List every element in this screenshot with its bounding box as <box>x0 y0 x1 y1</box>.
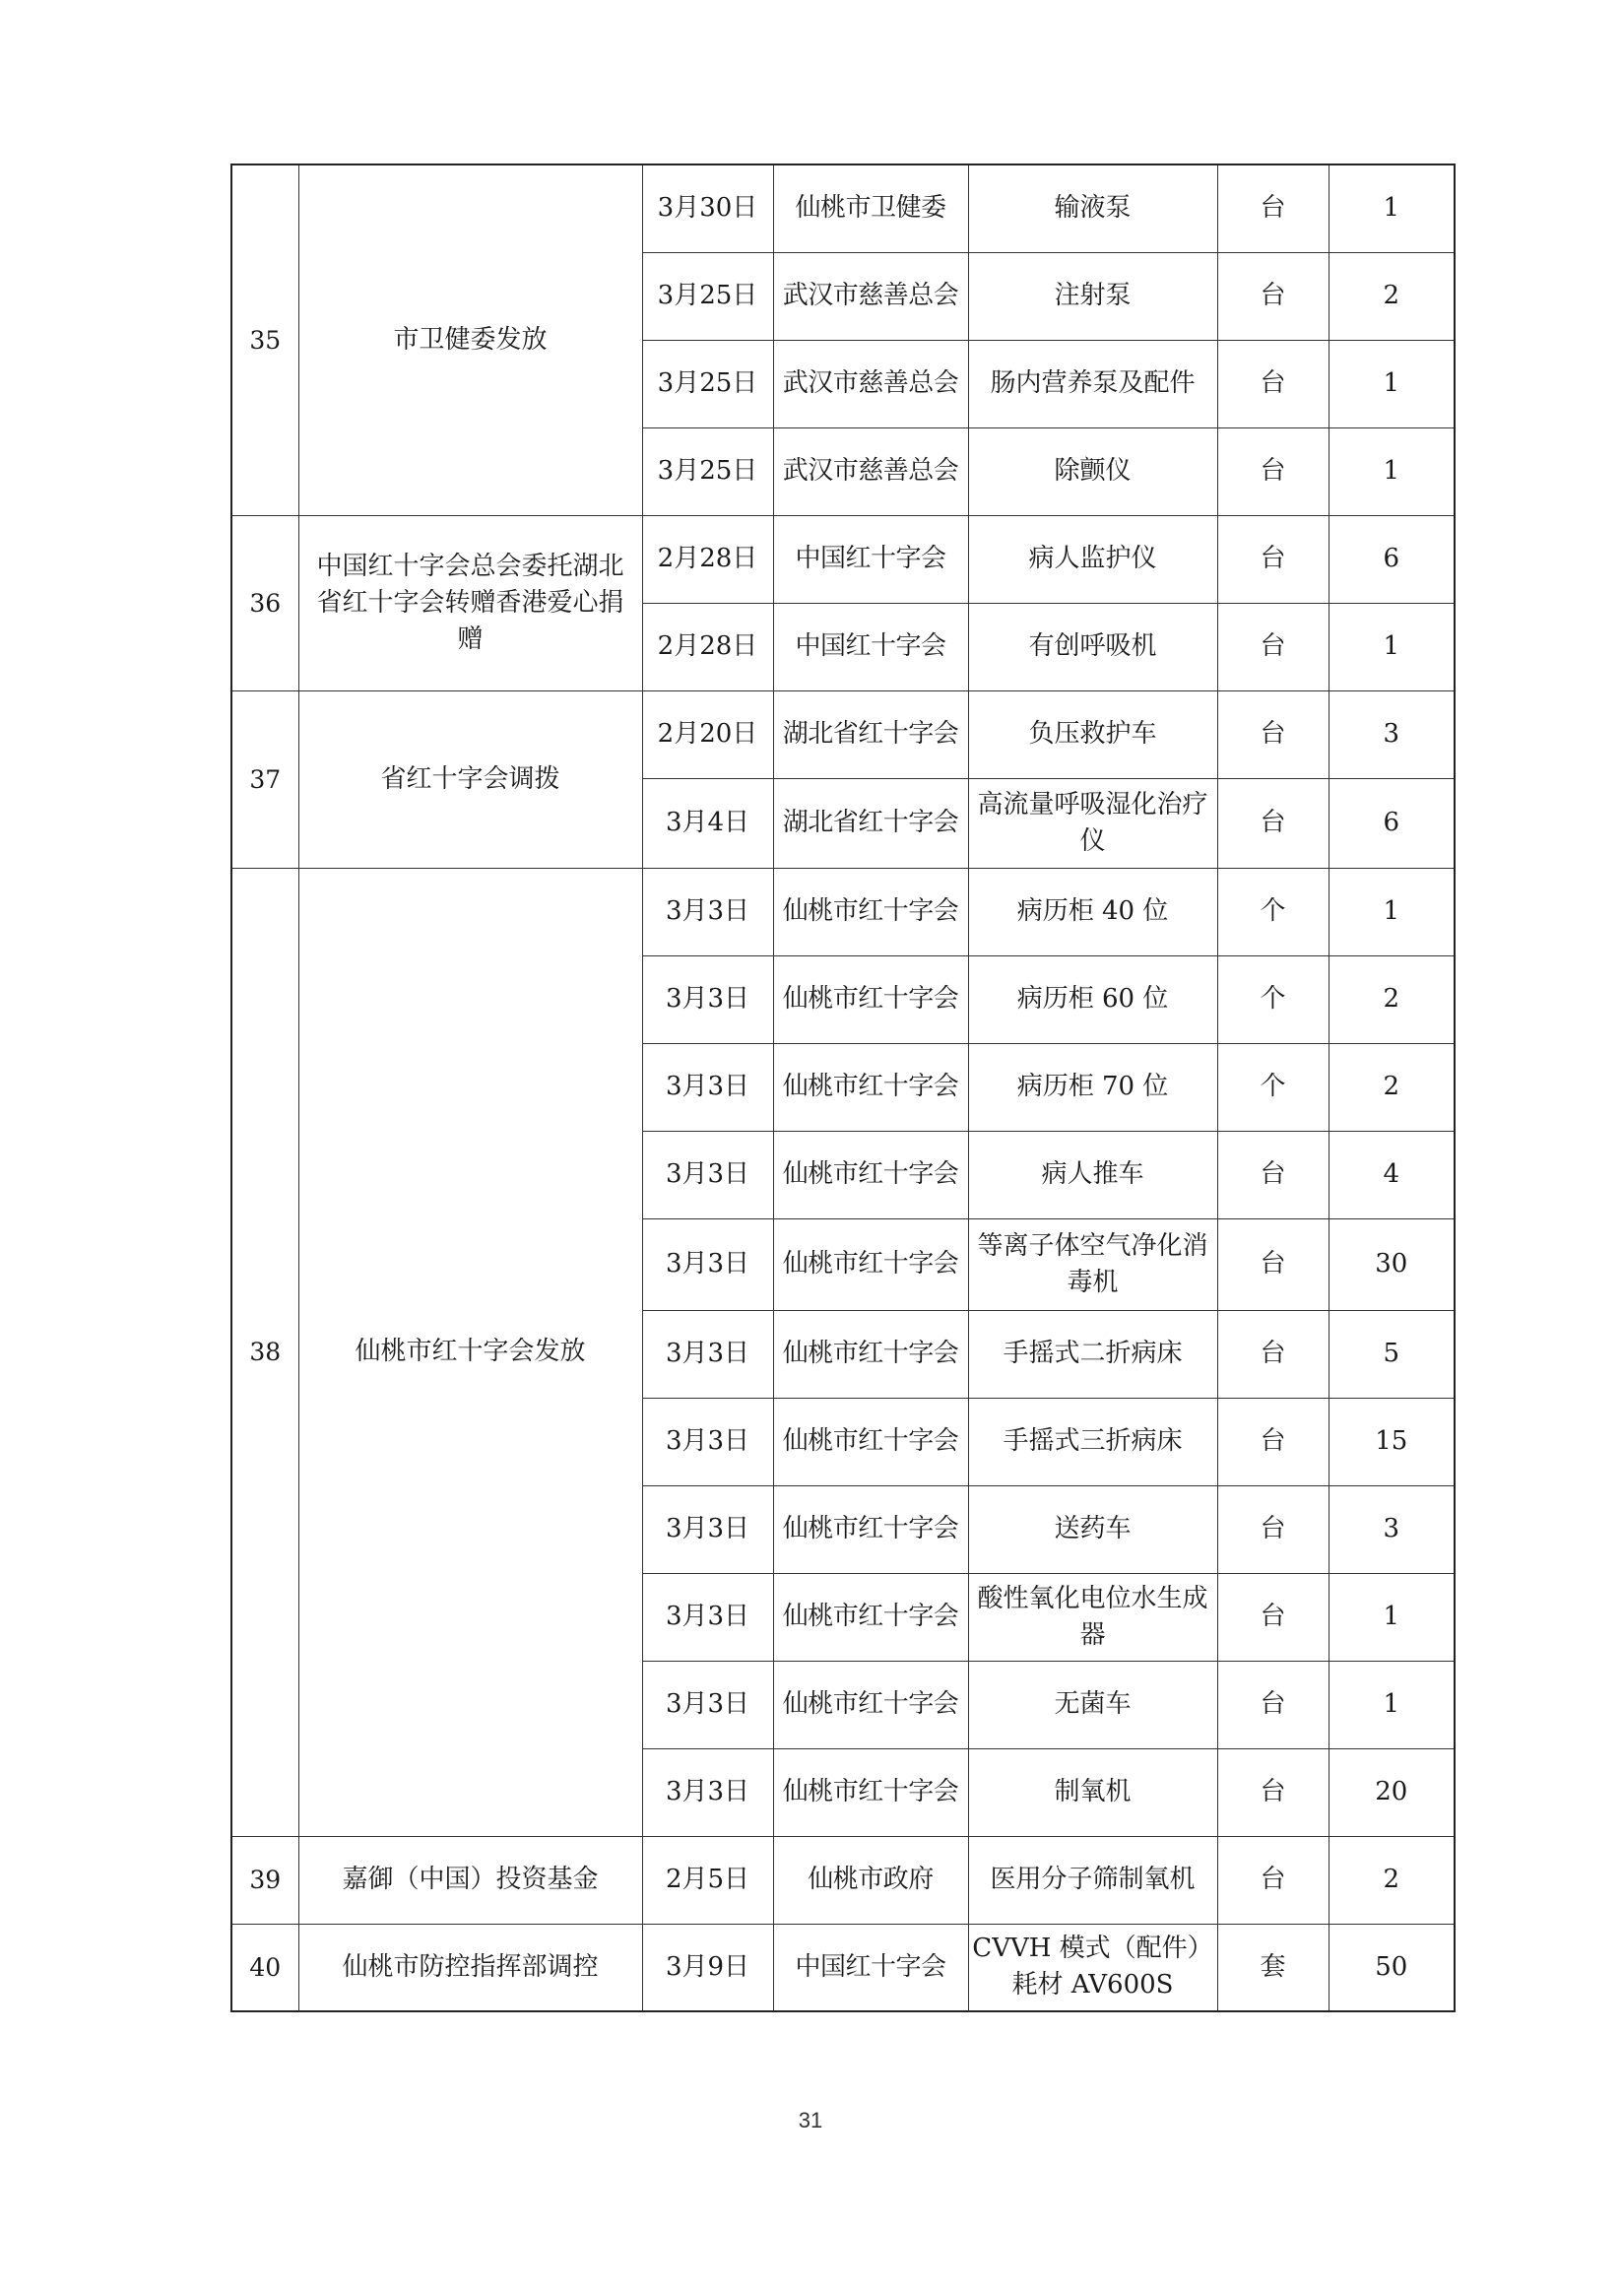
item-cell: 负压救护车 <box>968 690 1217 778</box>
unit-cell: 个 <box>1217 868 1329 955</box>
unit-cell: 台 <box>1217 340 1329 427</box>
quantity-cell: 2 <box>1329 1836 1455 1924</box>
unit-cell: 台 <box>1217 1310 1329 1398</box>
quantity-cell: 3 <box>1329 1485 1455 1573</box>
source-cell: 仙桃市红十字会 <box>773 1485 968 1573</box>
item-cell: 肠内营养泵及配件 <box>968 340 1217 427</box>
source-cell: 仙桃市红十字会 <box>773 1573 968 1661</box>
group-number: 36 <box>231 515 298 690</box>
quantity-cell: 1 <box>1329 427 1455 515</box>
table-row <box>231 164 1455 252</box>
source-cell: 仙桃市红十字会 <box>773 1661 968 1748</box>
date-cell: 2月28日 <box>642 603 773 690</box>
quantity-cell: 50 <box>1329 1924 1455 2011</box>
unit-cell: 台 <box>1217 252 1329 340</box>
date-cell: 3月25日 <box>642 427 773 515</box>
unit-cell: 个 <box>1217 955 1329 1043</box>
source-cell: 仙桃市红十字会 <box>773 1043 968 1131</box>
source-cell: 仙桃市红十字会 <box>773 1218 968 1310</box>
date-cell: 3月3日 <box>642 1661 773 1748</box>
quantity-cell: 2 <box>1329 955 1455 1043</box>
table-row <box>231 1836 1455 1924</box>
item-cell: 无菌车 <box>968 1661 1217 1748</box>
item-cell: 病历柜 60 位 <box>968 955 1217 1043</box>
date-cell: 3月3日 <box>642 1748 773 1836</box>
unit-cell: 套 <box>1217 1924 1329 2011</box>
date-cell: 3月3日 <box>642 955 773 1043</box>
group-name: 中国红十字会总会委托湖北省红十字会转赠香港爱心捐赠 <box>298 515 642 690</box>
date-cell: 3月30日 <box>642 164 773 252</box>
date-cell: 3月3日 <box>642 1398 773 1485</box>
item-cell: 医用分子筛制氧机 <box>968 1836 1217 1924</box>
group-name: 仙桃市防控指挥部调控 <box>298 1924 642 2011</box>
table-row <box>231 515 1455 603</box>
date-cell: 3月3日 <box>642 868 773 955</box>
group-number: 39 <box>231 1836 298 1924</box>
unit-cell: 台 <box>1217 1661 1329 1748</box>
source-cell: 仙桃市卫健委 <box>773 164 968 252</box>
source-cell: 中国红十字会 <box>773 1924 968 2011</box>
quantity-cell: 5 <box>1329 1310 1455 1398</box>
group-number: 40 <box>231 1924 298 2011</box>
date-cell: 3月3日 <box>642 1043 773 1131</box>
quantity-cell: 1 <box>1329 164 1455 252</box>
date-cell: 2月28日 <box>642 515 773 603</box>
quantity-cell: 20 <box>1329 1748 1455 1836</box>
item-cell: 酸性氧化电位水生成器 <box>968 1573 1217 1661</box>
table-row <box>231 868 1455 955</box>
group-name: 省红十字会调拨 <box>298 690 642 868</box>
item-cell: 制氧机 <box>968 1748 1217 1836</box>
item-cell: 病人监护仪 <box>968 515 1217 603</box>
item-cell: 输液泵 <box>968 164 1217 252</box>
source-cell: 仙桃市政府 <box>773 1836 968 1924</box>
item-cell: CVVH 模式（配件）耗材 AV600S <box>968 1924 1217 2011</box>
quantity-cell: 1 <box>1329 1661 1455 1748</box>
unit-cell: 台 <box>1217 603 1329 690</box>
date-cell: 3月3日 <box>642 1218 773 1310</box>
source-cell: 湖北省红十字会 <box>773 778 968 868</box>
quantity-cell: 1 <box>1329 603 1455 690</box>
group-number: 37 <box>231 690 298 868</box>
item-cell: 等离子体空气净化消毒机 <box>968 1218 1217 1310</box>
unit-cell: 个 <box>1217 1043 1329 1131</box>
item-cell: 手摇式三折病床 <box>968 1398 1217 1485</box>
source-cell: 湖北省红十字会 <box>773 690 968 778</box>
date-cell: 2月20日 <box>642 690 773 778</box>
item-cell: 病历柜 70 位 <box>968 1043 1217 1131</box>
quantity-cell: 4 <box>1329 1131 1455 1218</box>
quantity-cell: 3 <box>1329 690 1455 778</box>
source-cell: 中国红十字会 <box>773 603 968 690</box>
table-row <box>231 690 1455 778</box>
quantity-cell: 30 <box>1329 1218 1455 1310</box>
date-cell: 3月3日 <box>642 1310 773 1398</box>
unit-cell: 台 <box>1217 515 1329 603</box>
source-cell: 武汉市慈善总会 <box>773 427 968 515</box>
quantity-cell: 6 <box>1329 778 1455 868</box>
quantity-cell: 1 <box>1329 868 1455 955</box>
source-cell: 仙桃市红十字会 <box>773 1310 968 1398</box>
unit-cell: 台 <box>1217 1218 1329 1310</box>
quantity-cell: 1 <box>1329 340 1455 427</box>
unit-cell: 台 <box>1217 1836 1329 1924</box>
unit-cell: 台 <box>1217 690 1329 778</box>
source-cell: 中国红十字会 <box>773 515 968 603</box>
source-cell: 仙桃市红十字会 <box>773 955 968 1043</box>
date-cell: 3月9日 <box>642 1924 773 2011</box>
group-name: 仙桃市红十字会发放 <box>298 868 642 1836</box>
item-cell: 有创呼吸机 <box>968 603 1217 690</box>
unit-cell: 台 <box>1217 1485 1329 1573</box>
date-cell: 3月3日 <box>642 1485 773 1573</box>
item-cell: 手摇式二折病床 <box>968 1310 1217 1398</box>
item-cell: 病历柜 40 位 <box>968 868 1217 955</box>
date-cell: 3月3日 <box>642 1131 773 1218</box>
unit-cell: 台 <box>1217 778 1329 868</box>
unit-cell: 台 <box>1217 1573 1329 1661</box>
table-row <box>231 1924 1455 2011</box>
unit-cell: 台 <box>1217 164 1329 252</box>
date-cell: 2月5日 <box>642 1836 773 1924</box>
unit-cell: 台 <box>1217 1131 1329 1218</box>
unit-cell: 台 <box>1217 427 1329 515</box>
source-cell: 仙桃市红十字会 <box>773 868 968 955</box>
unit-cell: 台 <box>1217 1398 1329 1485</box>
item-cell: 除颤仪 <box>968 427 1217 515</box>
group-number: 38 <box>231 868 298 1836</box>
quantity-cell: 6 <box>1329 515 1455 603</box>
donation-table <box>230 164 1456 2012</box>
item-cell: 注射泵 <box>968 252 1217 340</box>
quantity-cell: 15 <box>1329 1398 1455 1485</box>
source-cell: 武汉市慈善总会 <box>773 252 968 340</box>
group-name: 市卫健委发放 <box>298 164 642 515</box>
page-number: 31 <box>798 2108 823 2132</box>
source-cell: 仙桃市红十字会 <box>773 1398 968 1485</box>
quantity-cell: 1 <box>1329 1573 1455 1661</box>
date-cell: 3月3日 <box>642 1573 773 1661</box>
source-cell: 仙桃市红十字会 <box>773 1748 968 1836</box>
group-name: 嘉御（中国）投资基金 <box>298 1836 642 1924</box>
date-cell: 3月4日 <box>642 778 773 868</box>
source-cell: 仙桃市红十字会 <box>773 1131 968 1218</box>
source-cell: 武汉市慈善总会 <box>773 340 968 427</box>
group-number: 35 <box>231 164 298 515</box>
item-cell: 送药车 <box>968 1485 1217 1573</box>
quantity-cell: 2 <box>1329 1043 1455 1131</box>
quantity-cell: 2 <box>1329 252 1455 340</box>
unit-cell: 台 <box>1217 1748 1329 1836</box>
date-cell: 3月25日 <box>642 340 773 427</box>
item-cell: 病人推车 <box>968 1131 1217 1218</box>
date-cell: 3月25日 <box>642 252 773 340</box>
item-cell: 高流量呼吸湿化治疗仪 <box>968 778 1217 868</box>
